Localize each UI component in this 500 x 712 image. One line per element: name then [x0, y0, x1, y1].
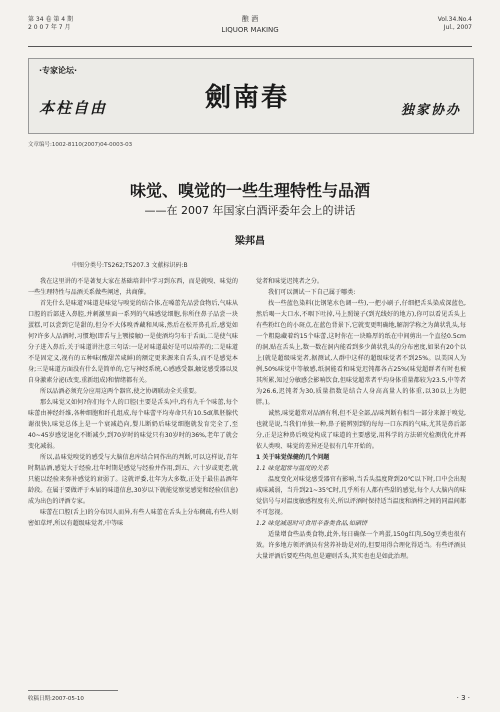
header-date-en: Jul., 2007	[443, 24, 472, 31]
paragraph: 味蕾在口腔(舌上)的分布因人而异,有些人味蕾在舌头上分布稠疏,有些人则密如草坪,所以有超级味觉者,中等味	[28, 509, 238, 527]
banner-right-slogan: 独家协办	[400, 103, 461, 118]
paragraph: 那么味觉又如何?你们每个人的口腔(主要是舌头)中,约有九千个味蕾,每个味蕾由神经纤维,各种细胞和纤孔组成,每个味蕾平均寿命只有10.5d(肌胚腺代谢很快),味觉总体上是一个衰减趋向,婴儿断奶后味觉细胞就发育完全了,至40~45岁感觉退化不断减少,到70岁时的味觉只有30岁时的36%,老年了就会变化减弱。	[28, 399, 238, 450]
classification-meta: 中图分类号:TS262;TS207.3 文献标识码:B	[72, 262, 188, 269]
page-number: · 3 ·	[456, 694, 470, 702]
banner-left-slogan: 本柱自由	[39, 99, 108, 117]
header-center	[28, 14, 472, 36]
banner-forum-label: ·专家论坛·	[39, 66, 78, 75]
paragraph: 所以,品味觉嗅觉的感受与大脑信息库结合同作出的判断,可以这样说,青年时期品酒,感觉大于经验,壮年时期是感觉与经验并作用,到五、六十岁或更老,就只能以经验来弥补感觉的衰弱了。这就评委,壮年为大多数,正处于最佳品酒年龄段。在属于要做评于本届的味道信息,30岁以下就能觉察觉感觉和经验(信息)成为出色的评酒专家。	[28, 454, 238, 505]
paragraph: 诚然,味觉超常对品酒有利,但不是全部,品味判断有相当一部分来源于嗅觉,也就是说,当我们单独一种,鼻子能辨别到的每每一口东西的气味,尤其是鼻后部分,正是这种鼻后嗅觉构成了味道的主要感觉,用科学的方法研究检测优化并再依人类嗅、味觉的差异还是很有几年开始的。	[256, 410, 466, 450]
left-column	[28, 276, 238, 672]
banner-brand-logo: 劍南春	[205, 83, 290, 113]
header-date: 2 0 0 7 年 7 月	[28, 24, 71, 31]
subsection-heading: 1.2 味觉减退时可食用辛香类食品,如硒饼	[256, 520, 368, 527]
paragraph: 所以品酒必须充分应用这两个器官,使之协调联动全关重要。	[40, 388, 201, 395]
journal-name-en: LIQUOR MAKING	[221, 26, 279, 34]
footnote-rule	[28, 690, 118, 691]
paragraph: 首先什么是味道?味道是味觉与嗅觉的结合体,在嗓蕾先品尝食物后,气味从口腔的后部进入鼻腔,并刺激里面一系列的气味感觉细胞,你所住鼻子品尝一块蛋糕,可以尝到它是甜的,但分不大体嗅香藏和风味,然后在松开鼻孔后,感觉如何?许多人品酒时,习惯地(即舌与上颚接触)一是使酒均匀布于舌面,二是使气味分子进入鼻后,关于味道讲注意三句话:一是对味道最好是可以培养的;二是味道不是固定义,视有的五种味(酸甜苦咸鲜)的额定更来源来自舌头,而不是感觉本身;三是味道方面没有什么是简单的,它与神经系统,心感感受器,触觉感受器以及自身激素分泌(改变,重新组成)和情绪都有关。	[28, 300, 238, 384]
journal-name-cn: 酿 酒	[241, 15, 259, 23]
header-volume: 第 34 卷 第 4 期	[28, 16, 73, 23]
subsection-heading: 1.1 味觉超常与温度的关系	[256, 465, 329, 472]
article-subtitle: ——在 2007 年国家白酒评委年会上的讲话	[144, 204, 356, 217]
paragraph: 找一些蓝色染料(比钢笔水色调一些),一把小刷子,仔细把舌头染成深蓝色,然后喝一大口水,不咽下吐掉,马上照镜子(到光线好的地方),你可以看见舌头上有些粉红色的小斑点,在蓝色背景下,它就变更明确地,解剖学称之为菌状乳头,每一个粗隐藏着约15个味蕾,这时你在一块略厚的纸在中间剪出一个直径0.5cm的洞,贴在舌头上,数一数在洞内能看到多少菌状乳头的分布密度,如果有20个以上(就是超级味觉者,据测试,人群中这样的超级味觉者不到25%。以美国人为例,50%味觉中等敏感,纸洞能看和味觉迟钝都各占25%(味觉超群者有时也被其所累,知过分敏感会影响饮食,但味觉超常者平均身体重量都较为23.5,中等者为26.6,迟钝者为30,质量指数是结合人身高高量人的体重,以30以上为肥胖。)。	[256, 300, 466, 406]
header-right	[438, 16, 472, 32]
article-number: 文章编号:1002-8110(2007)04-0003-03	[28, 142, 133, 148]
received-date: 收稿日期:2007-05-10	[28, 696, 84, 702]
expert-forum-banner	[28, 58, 474, 134]
article-author: 梁邦昌	[235, 236, 265, 247]
paragraph: 我在这里讲的不是著复大家在基础培训中学习到东西，而是就嗅、味觉的一些生理特性与品酒关系做些阐述，共商催。	[28, 278, 238, 296]
section-heading: 1 关于味觉保健的几个问题	[256, 454, 330, 461]
right-column	[256, 276, 466, 672]
header-volume-en: Vol.34.No.4	[437, 16, 472, 23]
paragraph: 适量增食些品类食物,此外,每日确保一个鸡蛋,150g红肉,50g豆类也很有效。许多地方领评酒员有营养补助是对的,但要用得合理化得适当。有些评酒员大量评酒后要吃些肉,但是避则舌头,其实也也是如此治理。	[256, 531, 466, 560]
paragraph: 我们可以测试一下自己属于哪类:	[268, 289, 356, 296]
paragraph: 温度变化对味觉感受器官有影响,当舌头温度降到20℃以下时,口中会出现咸味减弱，当升到21~35℃时,几乎所有人都有些甜的感觉,每个人大脑内的味觉信号与对温度敏感程度有关,所以评酒时保持适当温度和酒样之间的同温间都不可忽视。	[256, 476, 466, 516]
paragraph: 觉者和味觉迟钝者之分。	[256, 278, 324, 285]
journal-header	[28, 12, 472, 47]
article-title: 味觉、嗅觉的一些生理特性与品酒	[129, 181, 370, 200]
